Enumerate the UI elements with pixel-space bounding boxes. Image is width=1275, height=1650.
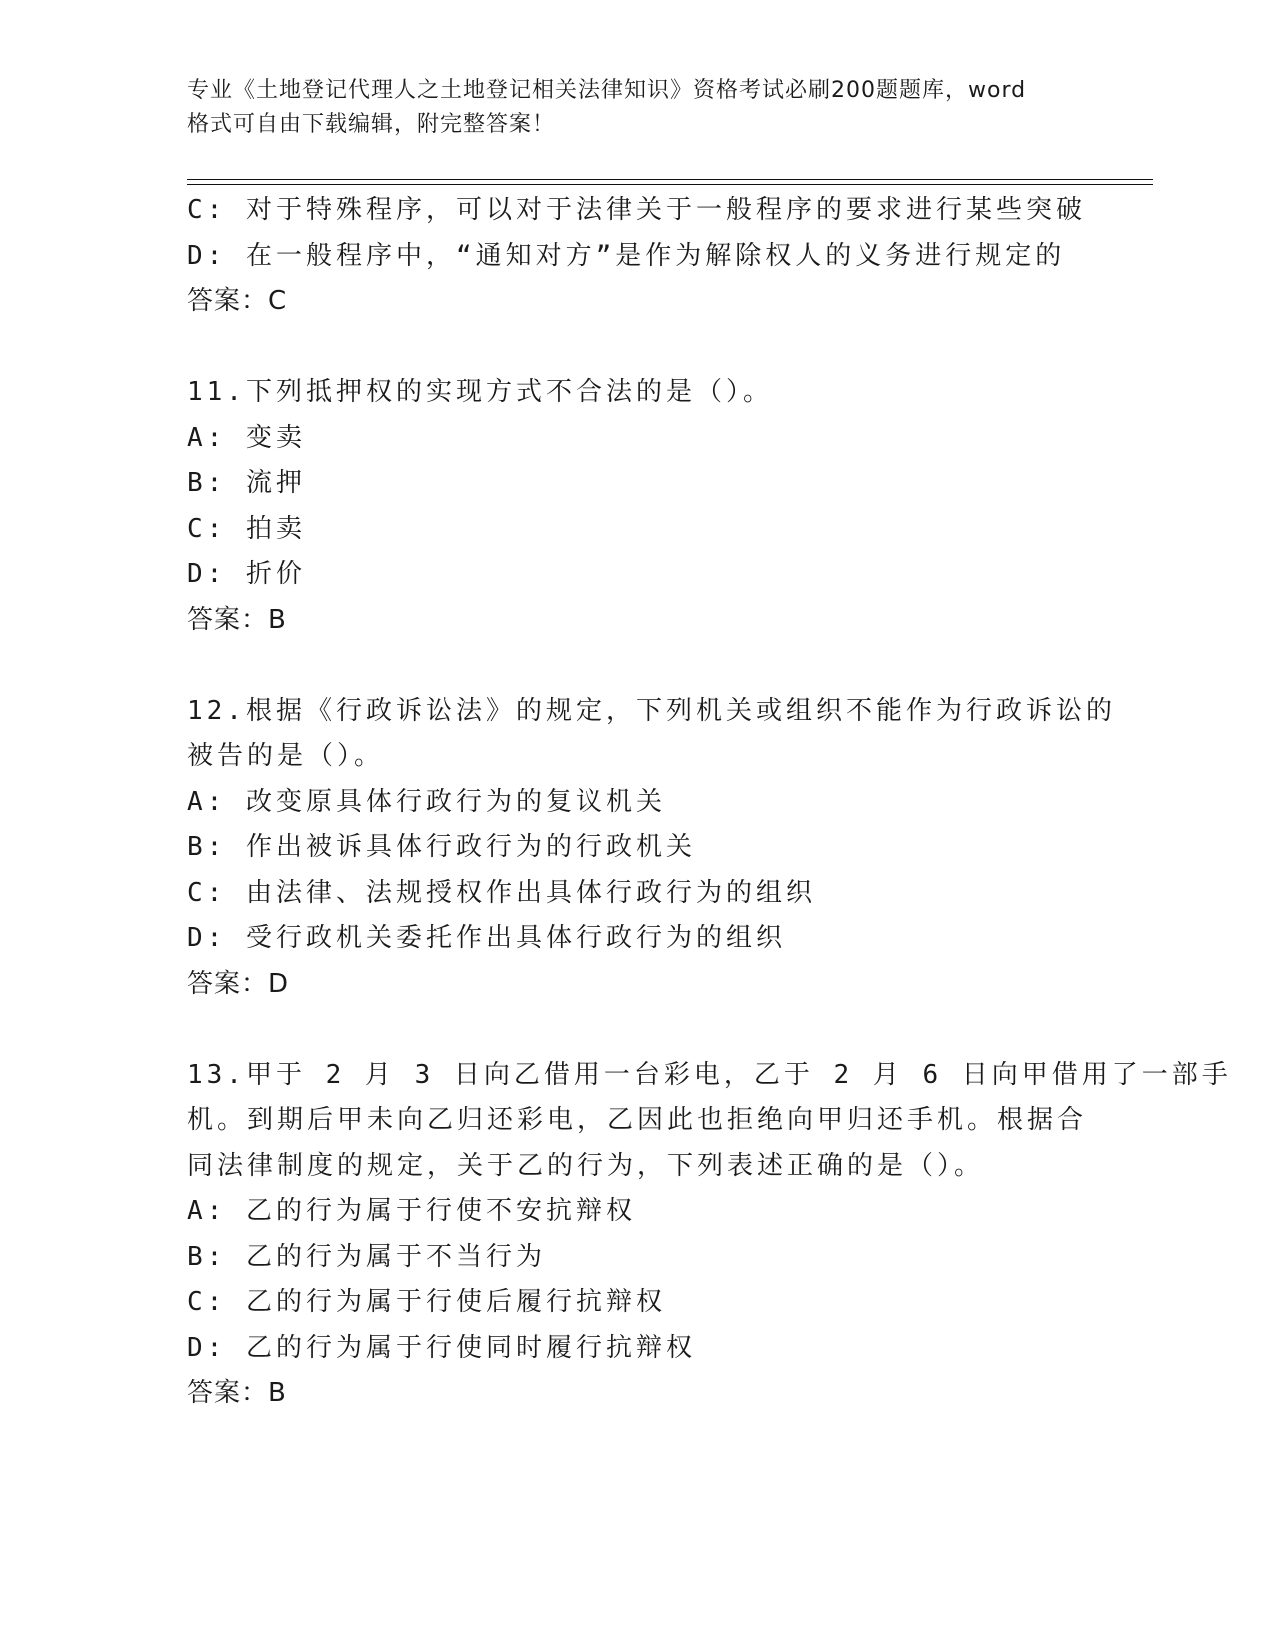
question-13 [187,1053,1232,1417]
option-a: A: 变卖 [187,422,306,453]
answer: 答案：B [187,1378,287,1408]
option-c: C: 乙的行为属于行使后履行抗辩权 [187,1287,666,1317]
page-header [187,74,1087,142]
header-line-2: 格式可自由下载编辑，附完整答案！ [187,112,556,137]
header-line-1: 专业《土地登记代理人之土地登记相关法律知识》资格考试必刷200题题库，word [187,78,1027,103]
question-text-line-2: 机。到期后甲未向乙归还彩电，乙因此也拒绝向甲归还手机。根据合 [187,1105,1088,1135]
option-b: B: 乙的行为属于不当行为 [187,1241,546,1272]
question-11 [187,370,1107,643]
answer: 答案：D [187,968,290,999]
option-d: D: 受行政机关委托作出具体行政行为的组织 [187,923,786,953]
question-12 [187,689,1116,1008]
option-d: D: 乙的行为属于行使同时履行抗辩权 [187,1332,696,1363]
option-c: C: 由法律、法规授权作出具体行政行为的组织 [187,877,816,908]
answer: 答案：C [187,286,288,316]
answer: 答案：B [187,604,287,635]
question-10-tail [187,188,1107,325]
header-rule-top [187,179,1153,180]
question-text-line-1: 12.根据《行政诉讼法》的规定，下列机关或组织不能作为行政诉讼的 [187,695,1116,726]
document-body [187,188,1232,1417]
option-c: C: 拍卖 [187,513,306,544]
question-text-line-1: 13.甲于 2 月 3 日向乙借用一台彩电，乙于 2 月 6 日向甲借用了一部手 [187,1059,1232,1090]
option-a: A: 改变原具体行政行为的复议机关 [187,786,666,817]
question-text-line-3: 同法律制度的规定，关于乙的行为，下列表述正确的是（）。 [187,1150,985,1181]
option-d: D: 在一般程序中，“通知对方”是作为解除权人的义务进行规定的 [187,240,1066,271]
header-rule-bottom [187,184,1153,185]
option-b: B: 流押 [187,468,306,498]
question-text: 11.下列抵押权的实现方式不合法的是（）。 [187,377,773,407]
option-d: D: 折价 [187,559,306,589]
option-a: A: 乙的行为属于行使不安抗辩权 [187,1196,636,1226]
question-text-line-2: 被告的是（）。 [187,741,385,771]
option-b: B: 作出被诉具体行政行为的行政机关 [187,832,696,862]
option-c: C: 对于特殊程序，可以对于法律关于一般程序的要求进行某些突破 [187,195,1086,225]
